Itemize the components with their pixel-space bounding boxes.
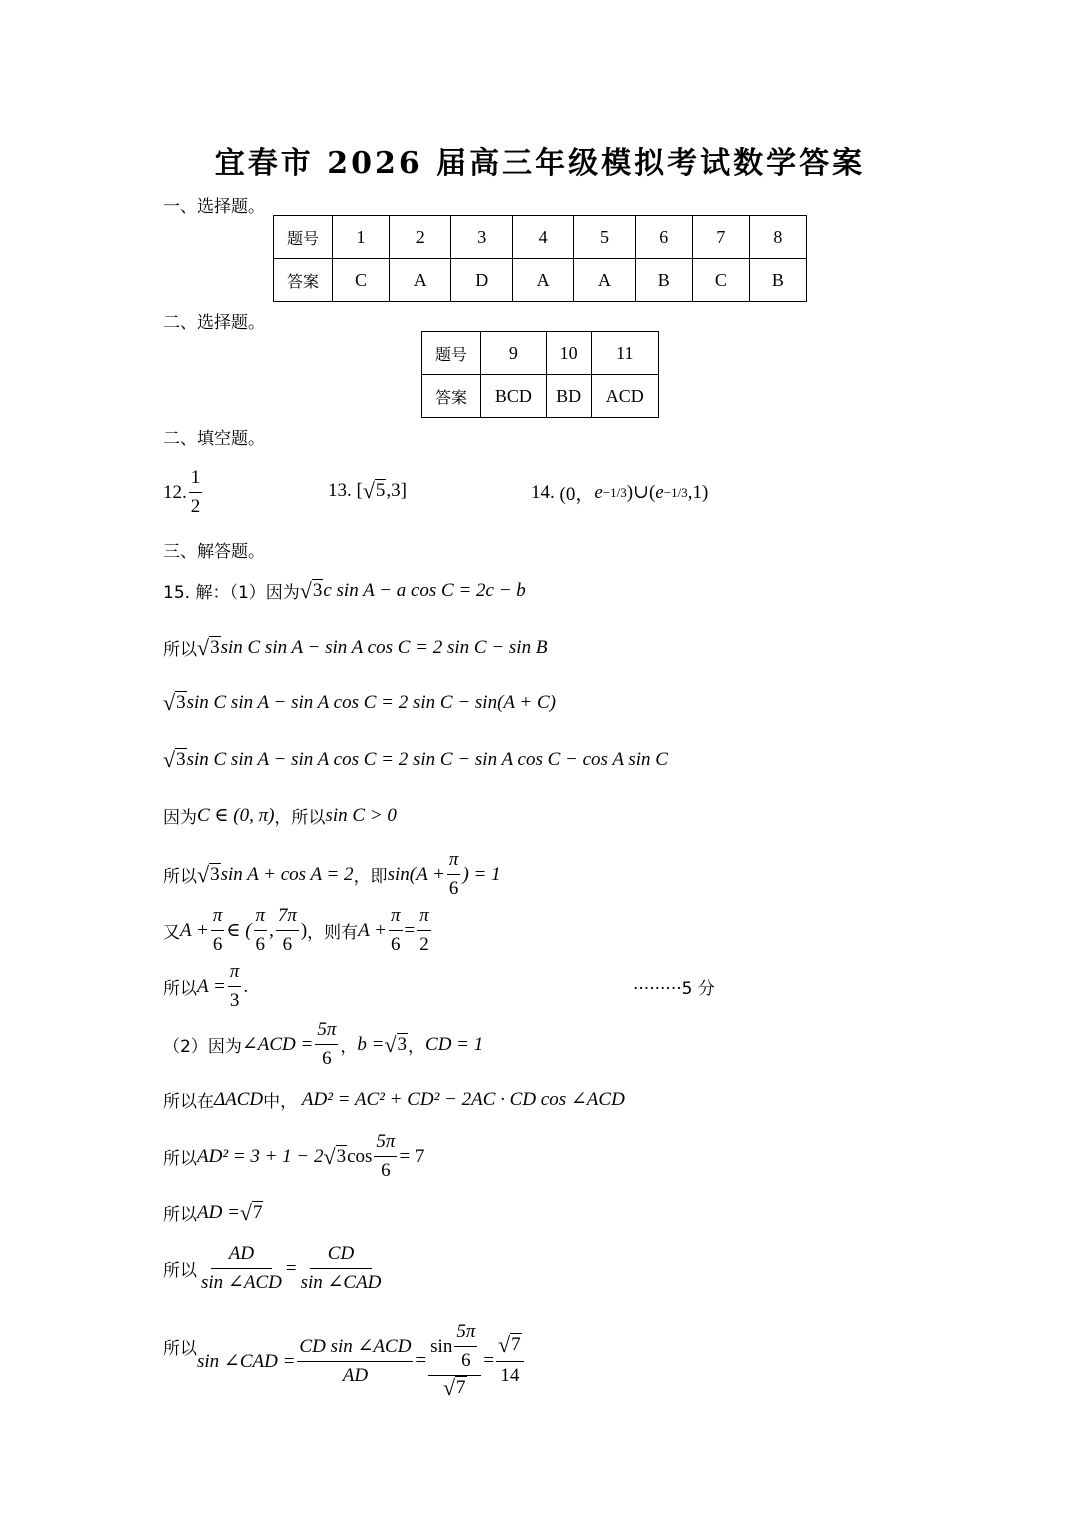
math-expr: A + (180, 919, 209, 941)
row-head-answer: 答案 (274, 259, 333, 302)
text: 所以 (163, 1149, 197, 1169)
solution-line-9 (163, 1016, 483, 1073)
sqrt: √ 3 (197, 862, 220, 887)
table-cell: 6 (635, 216, 692, 259)
math-expr: c sin A − a cos C = 2c − b (323, 579, 526, 601)
text: 所以在 (163, 1092, 214, 1112)
q14-mid: )∪( (626, 482, 656, 503)
sqrt: √ 3 (299, 578, 323, 603)
math-expr: cos (347, 1145, 373, 1167)
sqrt: √ 3 (163, 747, 186, 772)
sqrt: √ 3 (197, 635, 220, 660)
frac-num: AD (211, 1240, 272, 1269)
frac-den: 6 (448, 878, 459, 899)
equals: = (285, 1257, 297, 1279)
fraction (454, 1318, 477, 1375)
solution-line-7 (163, 902, 433, 959)
table-cell: 10 (546, 332, 591, 375)
table-cell: BCD (481, 375, 547, 418)
text: 所以 (163, 1205, 197, 1225)
math-expr: ∠ACD = (241, 1034, 314, 1055)
frac-num: π (447, 846, 461, 875)
solution-line-13 (163, 1240, 385, 1297)
table-row (422, 375, 659, 418)
frac-num: CD sin ∠ACD (297, 1333, 413, 1362)
frac-den: 6 (282, 934, 293, 955)
text: ，则有 (307, 923, 359, 943)
frac-den: sin ∠CAD (300, 1272, 382, 1293)
paren: ) (300, 919, 308, 941)
q13-label: 13. (328, 479, 352, 501)
math-expr: sin ∠CAD = (197, 1350, 296, 1372)
equals: = (415, 1350, 427, 1371)
text: 15. 解：（1）因为 (163, 583, 300, 603)
text: ，所以 (274, 808, 326, 828)
frac-num: 7π (276, 902, 299, 931)
solution-line-8 (163, 958, 248, 1015)
table-cell: ACD (591, 375, 658, 418)
fraction (228, 958, 242, 1015)
math-expr: AD² = AC² + CD² − 2AC · CD cos ∠ACD (301, 1089, 625, 1110)
fraction (199, 1240, 284, 1297)
sqrt: √ 3 (323, 1144, 347, 1169)
frac-num: π (228, 958, 242, 987)
q13-right: ,3] (386, 479, 407, 501)
fraction (447, 846, 461, 903)
table-cell: 9 (481, 332, 547, 375)
math-expr: sin C sin A − sin A cos C = 2 sin C − sin(A + C) (186, 691, 557, 713)
fraction (417, 902, 431, 959)
sqrt: √ 3 (384, 1032, 408, 1057)
score-marker: ·········5 分 (633, 979, 715, 999)
math-expr: C ∈ (0, π) (197, 805, 275, 826)
table-cell: 7 (692, 216, 749, 259)
solution-line-11 (163, 1128, 424, 1185)
section-fill: 二、填空题。 (163, 429, 265, 449)
q14-exp1: −1/3 (602, 484, 627, 500)
frac-den: sin ∠ACD (201, 1272, 282, 1293)
table-row (274, 259, 807, 302)
q12-label: 12. (163, 481, 187, 503)
text: ， (408, 1037, 426, 1057)
math-expr: AD = (197, 1201, 240, 1223)
page-title: 宜春市 2026 届高三年级模拟考试数学答案 (214, 146, 866, 181)
solution-line-2 (163, 635, 547, 660)
equals: = (404, 919, 416, 941)
solution-line-5 (163, 803, 397, 828)
text: ，即 (353, 867, 388, 887)
math-expr: sin C sin A − sin A cos C = 2 sin C − sin A cos C − cos A sin C (186, 748, 668, 770)
math-expr: b = (357, 1033, 385, 1055)
table-cell: 2 (390, 216, 451, 259)
q12-den: 2 (190, 496, 201, 517)
frac-den: 6 (212, 934, 223, 955)
math-expr: ΔACD (214, 1088, 264, 1110)
text: 所以 (163, 867, 197, 887)
frac-den: 6 (391, 934, 401, 955)
text: 所以 (163, 1261, 197, 1281)
fraction (299, 1240, 384, 1297)
q12-fraction (189, 464, 203, 521)
solution-line-4 (163, 748, 668, 771)
math-expr: ) = 1 (462, 863, 501, 885)
frac-den: 14 (500, 1364, 520, 1386)
answer-table-1 (273, 215, 807, 302)
table-cell: 11 (591, 332, 658, 375)
row-head-answer: 答案 (422, 375, 481, 418)
solution-line-1 (163, 578, 526, 603)
solution-line-14 (163, 1318, 526, 1404)
comma: , (269, 919, 274, 941)
section-choice1: 一、选择题。 (163, 197, 265, 217)
table-cell: B (749, 259, 806, 302)
fraction (276, 902, 299, 959)
text: 中， (263, 1092, 298, 1112)
frac-num: π (211, 902, 225, 931)
radicand: 3 (312, 580, 323, 601)
frac-den: 2 (419, 934, 429, 955)
frac-den: 6 (381, 1160, 391, 1181)
q14-e1: e (594, 481, 603, 503)
fraction (428, 1318, 481, 1404)
table-cell: 4 (512, 216, 573, 259)
math-expr: sin(A + (387, 863, 445, 885)
answer-table-2 (421, 331, 659, 418)
math-expr: sin C > 0 (325, 804, 397, 826)
frac-num: 5π (374, 1128, 397, 1157)
solution-line-10 (163, 1087, 625, 1112)
q13-left: [ (356, 479, 363, 501)
q14-exp2: −1/3 (663, 484, 688, 500)
table-row (422, 332, 659, 375)
math-expr: CD = 1 (425, 1033, 484, 1055)
sin: sin (430, 1335, 453, 1357)
fraction (315, 1016, 338, 1073)
frac-den: 6 (255, 934, 266, 955)
math-expr: ∈ ( (226, 920, 252, 941)
table-row (274, 216, 807, 259)
frac-num: 5π (315, 1016, 338, 1045)
table-cell: A (390, 259, 451, 302)
fill-answer-13 (328, 479, 407, 502)
fraction (297, 1333, 413, 1390)
radicand: 3 (210, 637, 220, 658)
radicand: 7 (252, 1202, 263, 1223)
fraction (211, 902, 225, 959)
math-expr: sin C sin A − sin A cos C = 2 sin C − sin B (220, 636, 548, 658)
row-head-question: 题号 (274, 216, 333, 259)
frac-num: π (254, 902, 268, 931)
radicand: 7 (456, 1377, 466, 1398)
text: （2）因为 (163, 1037, 242, 1057)
q14-a: (0， (559, 484, 595, 505)
section-solve: 三、解答题。 (163, 542, 265, 562)
frac-num: CD (310, 1240, 372, 1269)
text: 所以 (163, 979, 197, 999)
radicand: 3 (210, 864, 220, 885)
fraction (496, 1333, 524, 1390)
math-expr: sin A + cos A = 2 (220, 863, 354, 885)
frac-den (441, 1376, 469, 1404)
table-cell: 5 (574, 216, 635, 259)
sqrt: √ 7 (239, 1200, 263, 1225)
frac-num (428, 1318, 481, 1376)
frac-den: AD (342, 1364, 369, 1386)
table-cell: B (635, 259, 692, 302)
table-cell: D (451, 259, 512, 302)
solution-line-6 (163, 846, 501, 903)
sqrt: √ 5 (362, 478, 386, 503)
table-cell: A (512, 259, 573, 302)
table-cell: BD (546, 375, 591, 418)
frac-num: 5π (454, 1318, 477, 1347)
frac-den: 3 (229, 990, 240, 1011)
q12-num: 1 (189, 464, 203, 493)
fraction (254, 902, 268, 959)
sqrt: √ 7 (442, 1375, 466, 1400)
frac-num: π (389, 902, 403, 931)
row-head-question: 题号 (422, 332, 481, 375)
equals: = (483, 1350, 495, 1371)
table-cell: C (333, 259, 390, 302)
sqrt: √ 7 (498, 1331, 521, 1357)
frac-den: 6 (322, 1048, 332, 1069)
frac-num (496, 1333, 524, 1362)
section-choice2: 二、选择题。 (163, 313, 265, 333)
table-cell: C (692, 259, 749, 302)
q14-end: ,1) (687, 481, 709, 503)
text: 所以 (163, 1339, 197, 1359)
q14-label: 14. (531, 481, 555, 503)
radicand: 3 (176, 692, 186, 713)
solution-line-3 (163, 691, 556, 714)
table-cell: 8 (749, 216, 806, 259)
q14-e2: e (655, 481, 664, 503)
radicand: 3 (397, 1034, 408, 1055)
fill-answer-14 (531, 479, 708, 506)
math-expr: A + (358, 919, 388, 941)
text: ， (340, 1037, 358, 1057)
table-cell: 1 (333, 216, 390, 259)
math-expr: AD² = 3 + 1 − 2 (197, 1145, 324, 1167)
text: 又 (163, 923, 180, 943)
sqrt: √ 3 (163, 690, 186, 715)
frac-num: π (417, 902, 431, 931)
math-expr: = 7 (399, 1145, 425, 1167)
table-cell: 3 (451, 216, 512, 259)
fraction (374, 1128, 397, 1185)
period: . (243, 975, 249, 997)
text: 因为 (163, 808, 197, 828)
math-expr: A = (197, 975, 226, 997)
radicand: 7 (511, 1333, 521, 1355)
radicand: 3 (336, 1146, 347, 1167)
radicand: 3 (176, 749, 186, 770)
fill-answer-12 (163, 464, 204, 521)
q13-radicand: 5 (375, 480, 386, 501)
text: 所以 (163, 640, 197, 660)
solution-line-12 (163, 1200, 263, 1225)
table-cell: A (574, 259, 635, 302)
frac-den: 6 (461, 1350, 471, 1371)
fraction (389, 902, 403, 959)
